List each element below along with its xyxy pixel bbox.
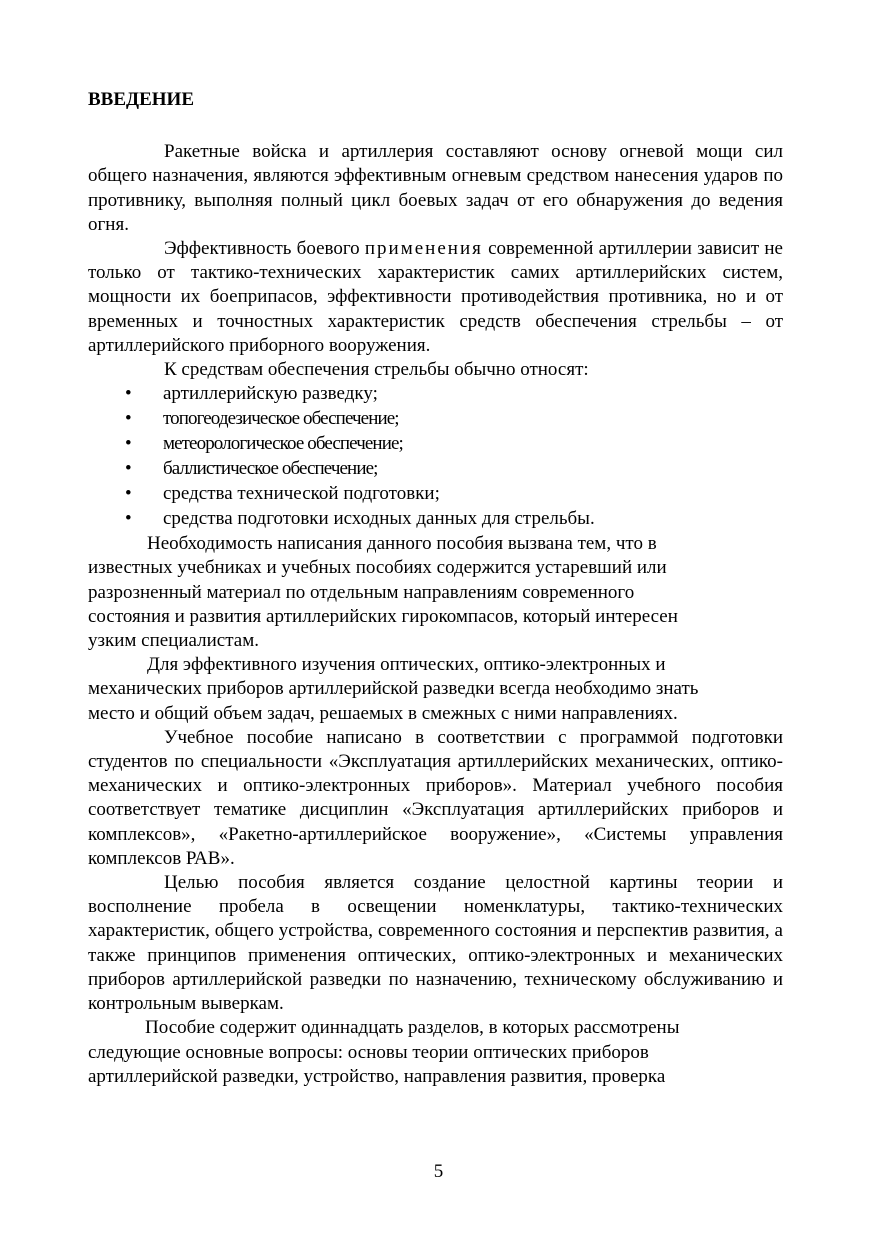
list-item: • топогеодезическое обеспечение; <box>88 407 783 432</box>
paragraph-list-intro: К средствам обеспечения стрельбы обычно относят: <box>164 359 589 381</box>
list-item: • артиллерийскую разведку; <box>88 382 783 407</box>
spaced-word: применения <box>364 238 483 260</box>
text-line: Пособие содержит одиннадцать разделов, в которых рассмотрены <box>145 1017 680 1039</box>
text-line: состояния и развития артиллерийских гирокомпасов, который интересен <box>88 605 678 627</box>
list-item: • баллистическое обеспечение; <box>88 457 783 482</box>
page-content <box>88 88 783 1089</box>
paragraph-effectiveness <box>88 237 783 358</box>
paragraph-effectiveness-start: Эффективность боевого <box>164 238 365 260</box>
text-line: механических приборов артиллерийской разведки всегда необходимо знать <box>88 678 699 700</box>
paragraph-study <box>88 653 783 726</box>
paragraph-necessity <box>88 532 783 653</box>
text-line: Необходимость написания данного пособия вызвана тем, что в <box>147 533 657 555</box>
text-line: известных учебниках и учебных пособиях содержится устаревший или <box>88 557 667 579</box>
text-line: артиллерийской разведки, устройство, направления развития, проверка <box>88 1065 666 1087</box>
list-item: • средства технической подготовки; <box>88 482 783 507</box>
support-means-list <box>88 382 783 532</box>
paragraph-goal: Целью пособия является создание целостной картины теории и восполнение пробела в освещении номенклатуры, тактико-технических характеристик, общего устройства, современного состояния и перспектив развития, а также принципов применения оптических, оптико-электронных и механических приборов артиллерийской разведки по назначению, техническому обслуживанию и контрольным выверкам. <box>88 872 783 1015</box>
text-line: Для эффективного изучения оптических, оптико-электронных и <box>147 654 666 676</box>
text-line: узким специалистам. <box>88 630 259 652</box>
page-number: 5 <box>433 1161 444 1182</box>
text-line: разрозненный материал по отдельным направлениям современного <box>88 581 635 603</box>
list-item: • средства подготовки исходных данных для стрельбы. <box>88 507 783 532</box>
list-item: • метеорологическое обеспечение; <box>88 432 783 457</box>
paragraph-intro: Ракетные войска и артиллерия составляют основу огневой мощи сил общего назначения, являются эффективным огневым средством нанесения ударов по противнику, выполняя полный цикл боевых задач от его обнаружения до ведения огня. <box>88 141 783 235</box>
paragraph-effectiveness-rest: современной артиллерии зависит не только от тактико-технических характеристик самих артиллерийских систем, мощности их боеприпасов, эффективности противодействия противника, но и от временных и точностных характеристик средств обеспечения стрельбы – от артиллерийского приборного вооружения. <box>88 238 783 356</box>
text-line: следующие основные вопросы: основы теории оптических приборов <box>88 1041 649 1063</box>
paragraph-program: Учебное пособие написано в соответствии с программой подготовки студентов по специальности «Эксплуатация артиллерийских механических, оптико-механических и оптико-электронных приборов». Материал учебного пособия соответствует тематике дисциплин «Эксплуатация артиллерийских приборов и комплексов», «Ракетно-артиллерийское вооружение», «Системы управления комплексов РАВ». <box>88 726 783 869</box>
text-line: место и общий объем задач, решаемых в смежных с ними направлениях. <box>88 702 678 724</box>
section-heading: ВВЕДЕНИЕ <box>88 89 194 110</box>
paragraph-contents <box>88 1016 783 1089</box>
